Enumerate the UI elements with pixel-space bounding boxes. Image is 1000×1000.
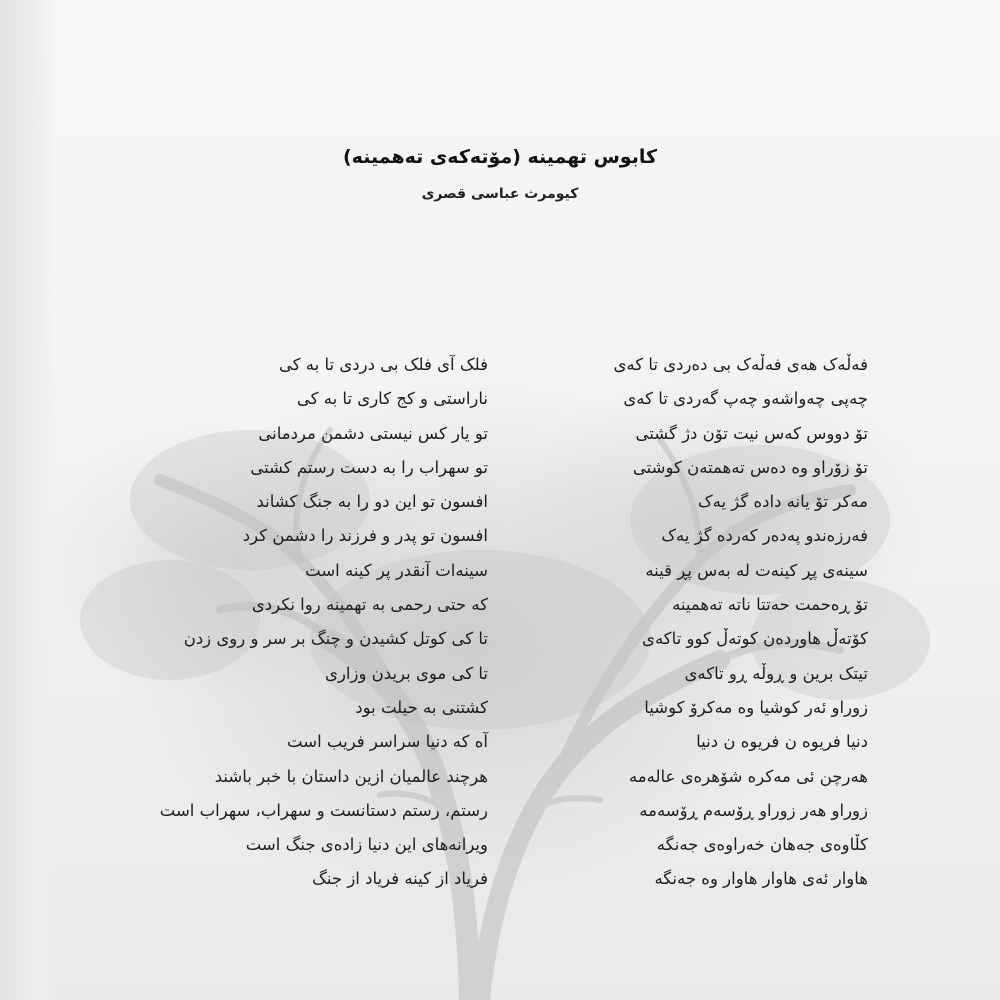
kurdish-verse: فەرزەندو پەدەر کەردە گژ یەک: [661, 526, 868, 546]
persian-verse: ویرانه‌های این دنیا زاده‌ی جنگ است: [245, 835, 488, 855]
persian-verse: هرچند عالمیان ازین داستان با خبر باشند: [214, 766, 488, 786]
kurdish-verse: فەڵەک هەی فەڵەک بی دەردی تا کەی: [613, 355, 868, 374]
persian-verse: که حتی رحمی به تهمینه روا نکردی: [251, 595, 488, 615]
kurdish-verse: تیتک برین و ڕوڵە ڕو تاکەی: [684, 663, 868, 683]
kurdish-verse: سینەی پڕ کینەت لە بەس پڕ قینە: [645, 560, 868, 580]
kurdish-verse: زوراو ئەر کوشیا وە مەکرۆ کوشیا: [644, 697, 868, 717]
persian-verse: تو یار کس نیستی دشمن مردمانی: [258, 423, 488, 443]
persian-verse: ناراستی و کج کاری تا به کی: [296, 389, 488, 409]
persian-verse: تا کی کوتل کشیدن و چنگ بر سر و روی زدن: [183, 629, 488, 649]
kurdish-verse: چەپی چەواشەو چەپ گەردی تا کەی: [623, 389, 868, 409]
persian-verse: کشتنی به حیلت بود: [355, 697, 488, 717]
persian-verse: افسون تو پدر و فرزند را دشمن کرد: [242, 526, 488, 546]
kurdish-verse: کۆتەڵ هاوردەن کوتەڵ کوو تاکەی: [642, 629, 868, 649]
persian-verse: تو سهراب را به دست رستم کشتی: [250, 457, 488, 477]
kurdish-verse: مەکر تۆ یانە دادە گژ یەک: [697, 492, 868, 512]
kurdish-verse: تۆ زۆراو وە دەس تەهمتەن کوشتی: [632, 457, 868, 477]
poem-author: کیومرث عباسی قصری: [421, 186, 579, 202]
kurdish-verse: هەرچن ئی مەکرە شۆهرەی عالەمە: [628, 766, 868, 786]
kurdish-verse: کڵاوەی جەهان خەراوەی جەنگە: [656, 835, 868, 855]
kurdish-verse: هاوار ئەی هاوار هاوار وە جەنگە: [654, 869, 868, 889]
persian-verse: تا کی موی بریدن وزاری: [325, 663, 488, 683]
kurdish-verse: دنیا فریوە ن فریوە ن دنیا: [696, 732, 868, 752]
persian-verse: رستم، رستم دستانست و سهراب، سهراب است: [159, 800, 488, 820]
kurdish-poem-column: [530, 352, 868, 901]
poem-title: کابوس تهمینه (مۆتەکەی تەهمینە): [342, 146, 658, 168]
persian-verse: افسون تو این دو را به جنگ کشاند: [256, 492, 488, 512]
persian-poem-column: [150, 352, 488, 901]
persian-verse: سینه‌ات آنقدر پر کینه است: [305, 560, 488, 580]
persian-verse: فلک آی فلک بی دردی تا به کی: [278, 355, 488, 374]
kurdish-verse: تۆ ڕەحمت حەتتا ناتە تەهمینە: [672, 595, 868, 615]
persian-verse: فریاد از کینه فریاد از جنگ: [312, 869, 488, 889]
kurdish-verse: زوراو هەر زوراو ڕۆسەم ڕۆسەمە: [639, 800, 868, 820]
persian-verse: آه که دنیا سراسر فریب است: [287, 732, 488, 752]
kurdish-verse: تۆ دووس کەس نیت تۆن دژ گشتی: [635, 423, 868, 443]
